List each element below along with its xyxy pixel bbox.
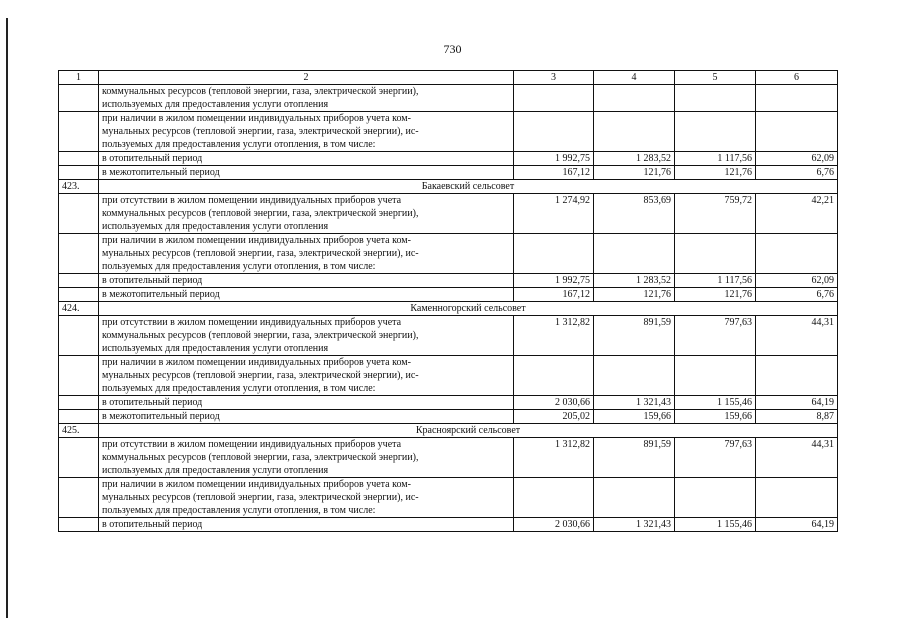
- row-number-cell: [59, 518, 99, 532]
- value-col-6: 42,21: [756, 194, 838, 234]
- description-line: коммунальных ресурсов (тепловой энергии, газа, электрической энергии),: [102, 452, 419, 463]
- table-row: [59, 234, 838, 274]
- value-col-4: [594, 112, 675, 152]
- value-col-3: [514, 478, 594, 518]
- row-number-cell: [59, 396, 99, 410]
- column-header-row: [59, 71, 838, 85]
- column-header: 4: [594, 71, 675, 85]
- row-number-cell: [59, 194, 99, 234]
- value-col-5: 1 155,46: [675, 396, 756, 410]
- value-col-4: 1 283,52: [594, 274, 675, 288]
- value-col-4: 1 321,43: [594, 518, 675, 532]
- table-row: [59, 194, 838, 234]
- table-row: [59, 410, 838, 424]
- description-line: в межотопительный период: [102, 289, 220, 300]
- description-line: при наличии в жилом помещении индивидуальных приборов учета ком-: [102, 357, 411, 368]
- tariff-table-body: [59, 71, 838, 532]
- value-col-6: [756, 112, 838, 152]
- description-line: пользуемых для предоставления услуги отопления, в том числе:: [102, 261, 376, 272]
- table-row: [59, 478, 838, 518]
- value-col-4: 891,59: [594, 316, 675, 356]
- row-number-cell: [59, 438, 99, 478]
- row-number-cell: [59, 274, 99, 288]
- settlement-row: [59, 302, 838, 316]
- description-line: при отсутствии в жилом помещении индивидуальных приборов учета: [102, 439, 402, 450]
- description-line: в межотопительный период: [102, 167, 220, 178]
- description-cell: [99, 316, 514, 356]
- description-line: коммунальных ресурсов (тепловой энергии, газа, электрической энергии),: [102, 208, 419, 219]
- value-col-3: 1 274,92: [514, 194, 594, 234]
- table-row: [59, 152, 838, 166]
- row-number: 424.: [59, 302, 99, 316]
- description-line: в отопительный период: [102, 275, 203, 286]
- description-cell: [99, 478, 514, 518]
- value-col-3: [514, 356, 594, 396]
- value-col-6: 8,87: [756, 410, 838, 424]
- value-col-4: 121,76: [594, 166, 675, 180]
- description-line: коммунальных ресурсов (тепловой энергии, газа, электрической энергии),: [102, 330, 419, 341]
- column-header: 1: [59, 71, 99, 85]
- description-cell: [99, 438, 514, 478]
- description-line: используемых для предоставления услуги отопления: [102, 99, 329, 110]
- value-col-5: 1 117,56: [675, 152, 756, 166]
- description-line: при отсутствии в жилом помещении индивидуальных приборов учета: [102, 317, 402, 328]
- value-col-3: 2 030,66: [514, 396, 594, 410]
- value-col-3: 1 992,75: [514, 152, 594, 166]
- description-line: используемых для предоставления услуги отопления: [102, 343, 329, 354]
- description-line: мунальных ресурсов (тепловой энергии, газа, электрической энергии), ис-: [102, 370, 419, 381]
- description-cell: [99, 234, 514, 274]
- value-col-6: [756, 85, 838, 112]
- description-line: в отопительный период: [102, 519, 203, 530]
- description-line: мунальных ресурсов (тепловой энергии, газа, электрической энергии), ис-: [102, 248, 419, 259]
- row-number-cell: [59, 356, 99, 396]
- description-line: пользуемых для предоставления услуги отопления, в том числе:: [102, 139, 376, 150]
- column-header: 2: [99, 71, 514, 85]
- description-cell: [99, 194, 514, 234]
- value-col-4: 1 321,43: [594, 396, 675, 410]
- value-col-4: [594, 356, 675, 396]
- row-number-cell: [59, 234, 99, 274]
- table-row: [59, 166, 838, 180]
- page-number: 730: [443, 42, 462, 56]
- description-cell: [99, 356, 514, 396]
- value-col-5: 121,76: [675, 288, 756, 302]
- table-row: [59, 438, 838, 478]
- table-row: [59, 274, 838, 288]
- value-col-3: 1 312,82: [514, 438, 594, 478]
- value-col-5: [675, 85, 756, 112]
- value-col-5: [675, 112, 756, 152]
- table-row: [59, 518, 838, 532]
- description-line: при отсутствии в жилом помещении индивидуальных приборов учета: [102, 195, 402, 206]
- description-cell: [99, 274, 514, 288]
- value-col-6: 64,19: [756, 518, 838, 532]
- row-number-cell: [59, 316, 99, 356]
- value-col-4: 121,76: [594, 288, 675, 302]
- settlement-name: Красноярский сельсовет: [99, 424, 838, 438]
- value-col-3: [514, 112, 594, 152]
- value-col-3: [514, 85, 594, 112]
- table-row: [59, 316, 838, 356]
- description-cell: [99, 152, 514, 166]
- value-col-5: [675, 478, 756, 518]
- description-line: пользуемых для предоставления услуги отопления, в том числе:: [102, 383, 376, 394]
- row-number-cell: [59, 166, 99, 180]
- table-row: [59, 396, 838, 410]
- value-col-3: 1 992,75: [514, 274, 594, 288]
- table-row: [59, 112, 838, 152]
- description-cell: [99, 112, 514, 152]
- column-header: 3: [514, 71, 594, 85]
- row-number-cell: [59, 288, 99, 302]
- tariff-table: [58, 70, 838, 532]
- value-col-3: 205,02: [514, 410, 594, 424]
- description-line: коммунальных ресурсов (тепловой энергии, газа, электрической энергии),: [102, 86, 419, 97]
- value-col-3: 167,12: [514, 288, 594, 302]
- value-col-5: 159,66: [675, 410, 756, 424]
- value-col-6: 62,09: [756, 274, 838, 288]
- column-header: 6: [756, 71, 838, 85]
- value-col-6: 62,09: [756, 152, 838, 166]
- description-cell: [99, 85, 514, 112]
- value-col-6: [756, 234, 838, 274]
- column-header: 5: [675, 71, 756, 85]
- description-line: используемых для предоставления услуги отопления: [102, 221, 329, 232]
- value-col-3: 167,12: [514, 166, 594, 180]
- value-col-6: 44,31: [756, 438, 838, 478]
- description-line: в межотопительный период: [102, 411, 220, 422]
- description-cell: [99, 518, 514, 532]
- description-cell: [99, 166, 514, 180]
- settlement-row: [59, 180, 838, 194]
- value-col-4: [594, 234, 675, 274]
- row-number-cell: [59, 478, 99, 518]
- row-number-cell: [59, 152, 99, 166]
- value-col-5: [675, 356, 756, 396]
- description-line: при наличии в жилом помещении индивидуальных приборов учета ком-: [102, 235, 411, 246]
- value-col-5: 1 155,46: [675, 518, 756, 532]
- description-line: мунальных ресурсов (тепловой энергии, газа, электрической энергии), ис-: [102, 492, 419, 503]
- value-col-5: 797,63: [675, 438, 756, 478]
- description-line: используемых для предоставления услуги отопления: [102, 465, 329, 476]
- value-col-6: [756, 356, 838, 396]
- description-cell: [99, 410, 514, 424]
- description-line: в отопительный период: [102, 397, 203, 408]
- value-col-4: 891,59: [594, 438, 675, 478]
- settlement-name: Каменногорский сельсовет: [99, 302, 838, 316]
- value-col-5: 759,72: [675, 194, 756, 234]
- description-line: в отопительный период: [102, 153, 203, 164]
- description-cell: [99, 396, 514, 410]
- row-number: 425.: [59, 424, 99, 438]
- description-cell: [99, 288, 514, 302]
- row-number: 423.: [59, 180, 99, 194]
- value-col-6: [756, 478, 838, 518]
- value-col-5: [675, 234, 756, 274]
- value-col-4: 159,66: [594, 410, 675, 424]
- value-col-5: 121,76: [675, 166, 756, 180]
- row-number-cell: [59, 410, 99, 424]
- settlement-row: [59, 424, 838, 438]
- description-line: при наличии в жилом помещении индивидуальных приборов учета ком-: [102, 113, 411, 124]
- settlement-name: Бакаевский сельсовет: [99, 180, 838, 194]
- value-col-6: 64,19: [756, 396, 838, 410]
- row-number-cell: [59, 112, 99, 152]
- value-col-3: 2 030,66: [514, 518, 594, 532]
- page-edge-rule: [6, 18, 8, 618]
- table-row: [59, 288, 838, 302]
- value-col-4: [594, 85, 675, 112]
- value-col-6: 44,31: [756, 316, 838, 356]
- table-row: [59, 356, 838, 396]
- value-col-6: 6,76: [756, 288, 838, 302]
- value-col-3: 1 312,82: [514, 316, 594, 356]
- value-col-4: 1 283,52: [594, 152, 675, 166]
- value-col-5: 1 117,56: [675, 274, 756, 288]
- table-row: [59, 85, 838, 112]
- value-col-4: [594, 478, 675, 518]
- value-col-4: 853,69: [594, 194, 675, 234]
- value-col-5: 797,63: [675, 316, 756, 356]
- description-line: пользуемых для предоставления услуги отопления, в том числе:: [102, 505, 376, 516]
- description-line: мунальных ресурсов (тепловой энергии, газа, электрической энергии), ис-: [102, 126, 419, 137]
- value-col-6: 6,76: [756, 166, 838, 180]
- row-number-cell: [59, 85, 99, 112]
- value-col-3: [514, 234, 594, 274]
- description-line: при наличии в жилом помещении индивидуальных приборов учета ком-: [102, 479, 411, 490]
